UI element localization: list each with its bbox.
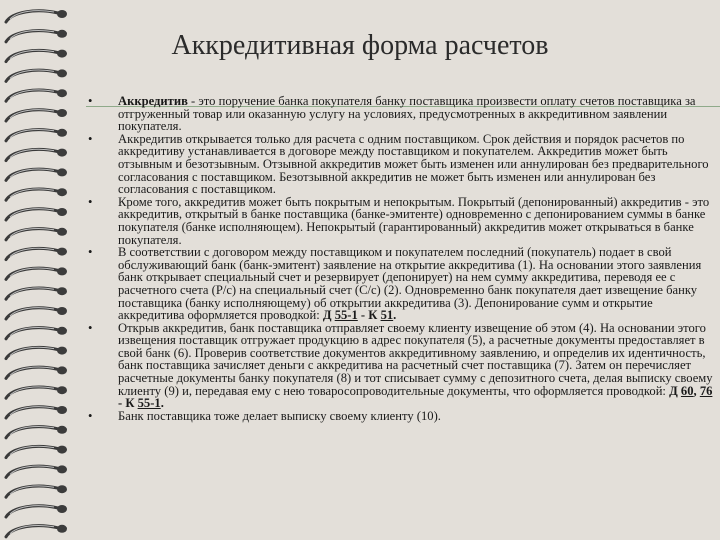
spiral-ring <box>6 248 67 260</box>
entry-middle: - К <box>118 396 138 411</box>
spiral-ring <box>6 366 67 378</box>
item-text: - это поручение банка покупателя банку поставщика произвести оплату счетов поставщика за отгруженный товар или оказанную услугу на условиях, предусмотренных в аккредитивном заявлении покупателя. <box>118 94 696 134</box>
entry-middle: - К <box>357 308 381 323</box>
spiral-ring <box>6 89 67 101</box>
entry-sep: , <box>693 383 700 398</box>
spiral-ring <box>6 188 67 200</box>
spiral-ring <box>6 287 67 299</box>
spiral-ring <box>6 327 67 339</box>
list-item <box>88 410 716 423</box>
list-item <box>88 133 716 196</box>
item-text: Аккредитив открывается только для расчета с одним поставщиком. Срок действия и порядок расчетов по аккредитиву устанавливается в договоре между поставщиком и покупателем. Аккредитив может быть отзывным и безотзывным. Отзывной аккредитив может быть изменен или аннулирован без предварительного согласования с поставщиком. Безотзывной аккредитив не может быть изменен или аннулирован без согласования с поставщиком. <box>118 131 709 197</box>
spiral-ring <box>6 505 67 517</box>
bullet-list <box>88 95 716 422</box>
spiral-ring <box>6 10 67 22</box>
spiral-ring <box>6 465 67 477</box>
entry-credit: 51 <box>380 308 394 323</box>
entry-debit: 55-1 <box>334 308 358 323</box>
spiral-ring <box>6 208 67 220</box>
list-item <box>88 196 716 246</box>
item-text: Открыв аккредитив, банк поставщика отправляет своему клиенту извещение об этом (4). На основании этого извещения поставщик отгружает продукцию в адрес покупателя (5), а расчетные документы предоставляет в свой банк (6). Проверив соответствие документов аккредитивному заявлению, и определив их идентичность, банк поставщика зачисляет деньги с аккредитива на расчетный счет поставщика (7). Затем он перечисляет расчетные документы банку покупателя (8) и тот списывает сумму с депозитного счета, делая выписку своему клиенту (9) и, передавая ему с нею товаросопроводительные документы, что оформляется проводкой: <box>118 320 713 398</box>
entry-prefix: Д <box>669 383 681 398</box>
slide-title: Аккредитивная форма расчетов <box>171 30 549 61</box>
spiral-ring <box>6 525 67 537</box>
spiral-ring <box>6 149 67 161</box>
spiral-ring <box>6 485 67 497</box>
bullet-icon: • <box>88 194 93 209</box>
bullet-icon: • <box>88 94 93 108</box>
entry-debit-2: 76 <box>699 383 713 398</box>
term-akkreditiv: Аккредитив <box>118 94 188 108</box>
item-text: Банк поставщика тоже делает выписку своему клиенту (10). <box>118 408 441 423</box>
bullet-icon: • <box>88 320 93 335</box>
spiral-ring <box>6 109 67 121</box>
bullet-icon: • <box>88 408 93 423</box>
spiral-ring <box>6 426 67 438</box>
item-text: Кроме того, аккредитив может быть покрытым и непокрытым. Покрытый (депонированный) аккредитив - это аккредитив, открытый в банке поставщика (банке-эмитенте) одновременно с депонированием суммы в банке покупателя (банке исполняющем). Непокрытый (гарантированный) аккредитив может открываться в банке покупателя. <box>118 194 710 247</box>
entry-end: . <box>160 396 164 411</box>
bullet-icon: • <box>88 131 93 146</box>
entry-debit: 60 <box>680 383 694 398</box>
spiral-ring <box>6 307 67 319</box>
spiral-ring <box>6 386 67 398</box>
spiral-ring <box>6 69 67 81</box>
list-item <box>88 322 716 410</box>
spiral-ring <box>6 168 67 180</box>
spiral-ring <box>6 267 67 279</box>
spiral-ring <box>6 446 67 458</box>
spiral-ring <box>6 129 67 141</box>
list-item <box>88 246 716 322</box>
entry-prefix: Д <box>322 308 335 323</box>
entry-end: . <box>393 308 397 323</box>
spiral-ring <box>6 347 67 359</box>
list-item <box>88 95 716 133</box>
spiral-binding <box>0 0 80 540</box>
spiral-ring <box>6 406 67 418</box>
bullet-icon: • <box>88 245 93 260</box>
item-text: В соответствии с договором между поставщиком и покупателем последний (покупатель) подает в свой обслуживающий банк (банк-эмитент) заявление на открытие аккредитива (1). На основании этого заявления банк открывает специальный счет и резервирует (депонирует) на нем сумму аккредитива, переводя ее с расчетного счета (Р/с) на специальный счет (С/с) (2). Одновременно банк покупателя дает извещение банку поставщика (банку исполняющему) об открытии аккредитива (3). Депонирование сумм и открытие аккредитива оформляется проводкой: <box>118 245 702 323</box>
entry-credit: 55-1 <box>137 396 161 411</box>
spiral-ring <box>6 228 67 240</box>
